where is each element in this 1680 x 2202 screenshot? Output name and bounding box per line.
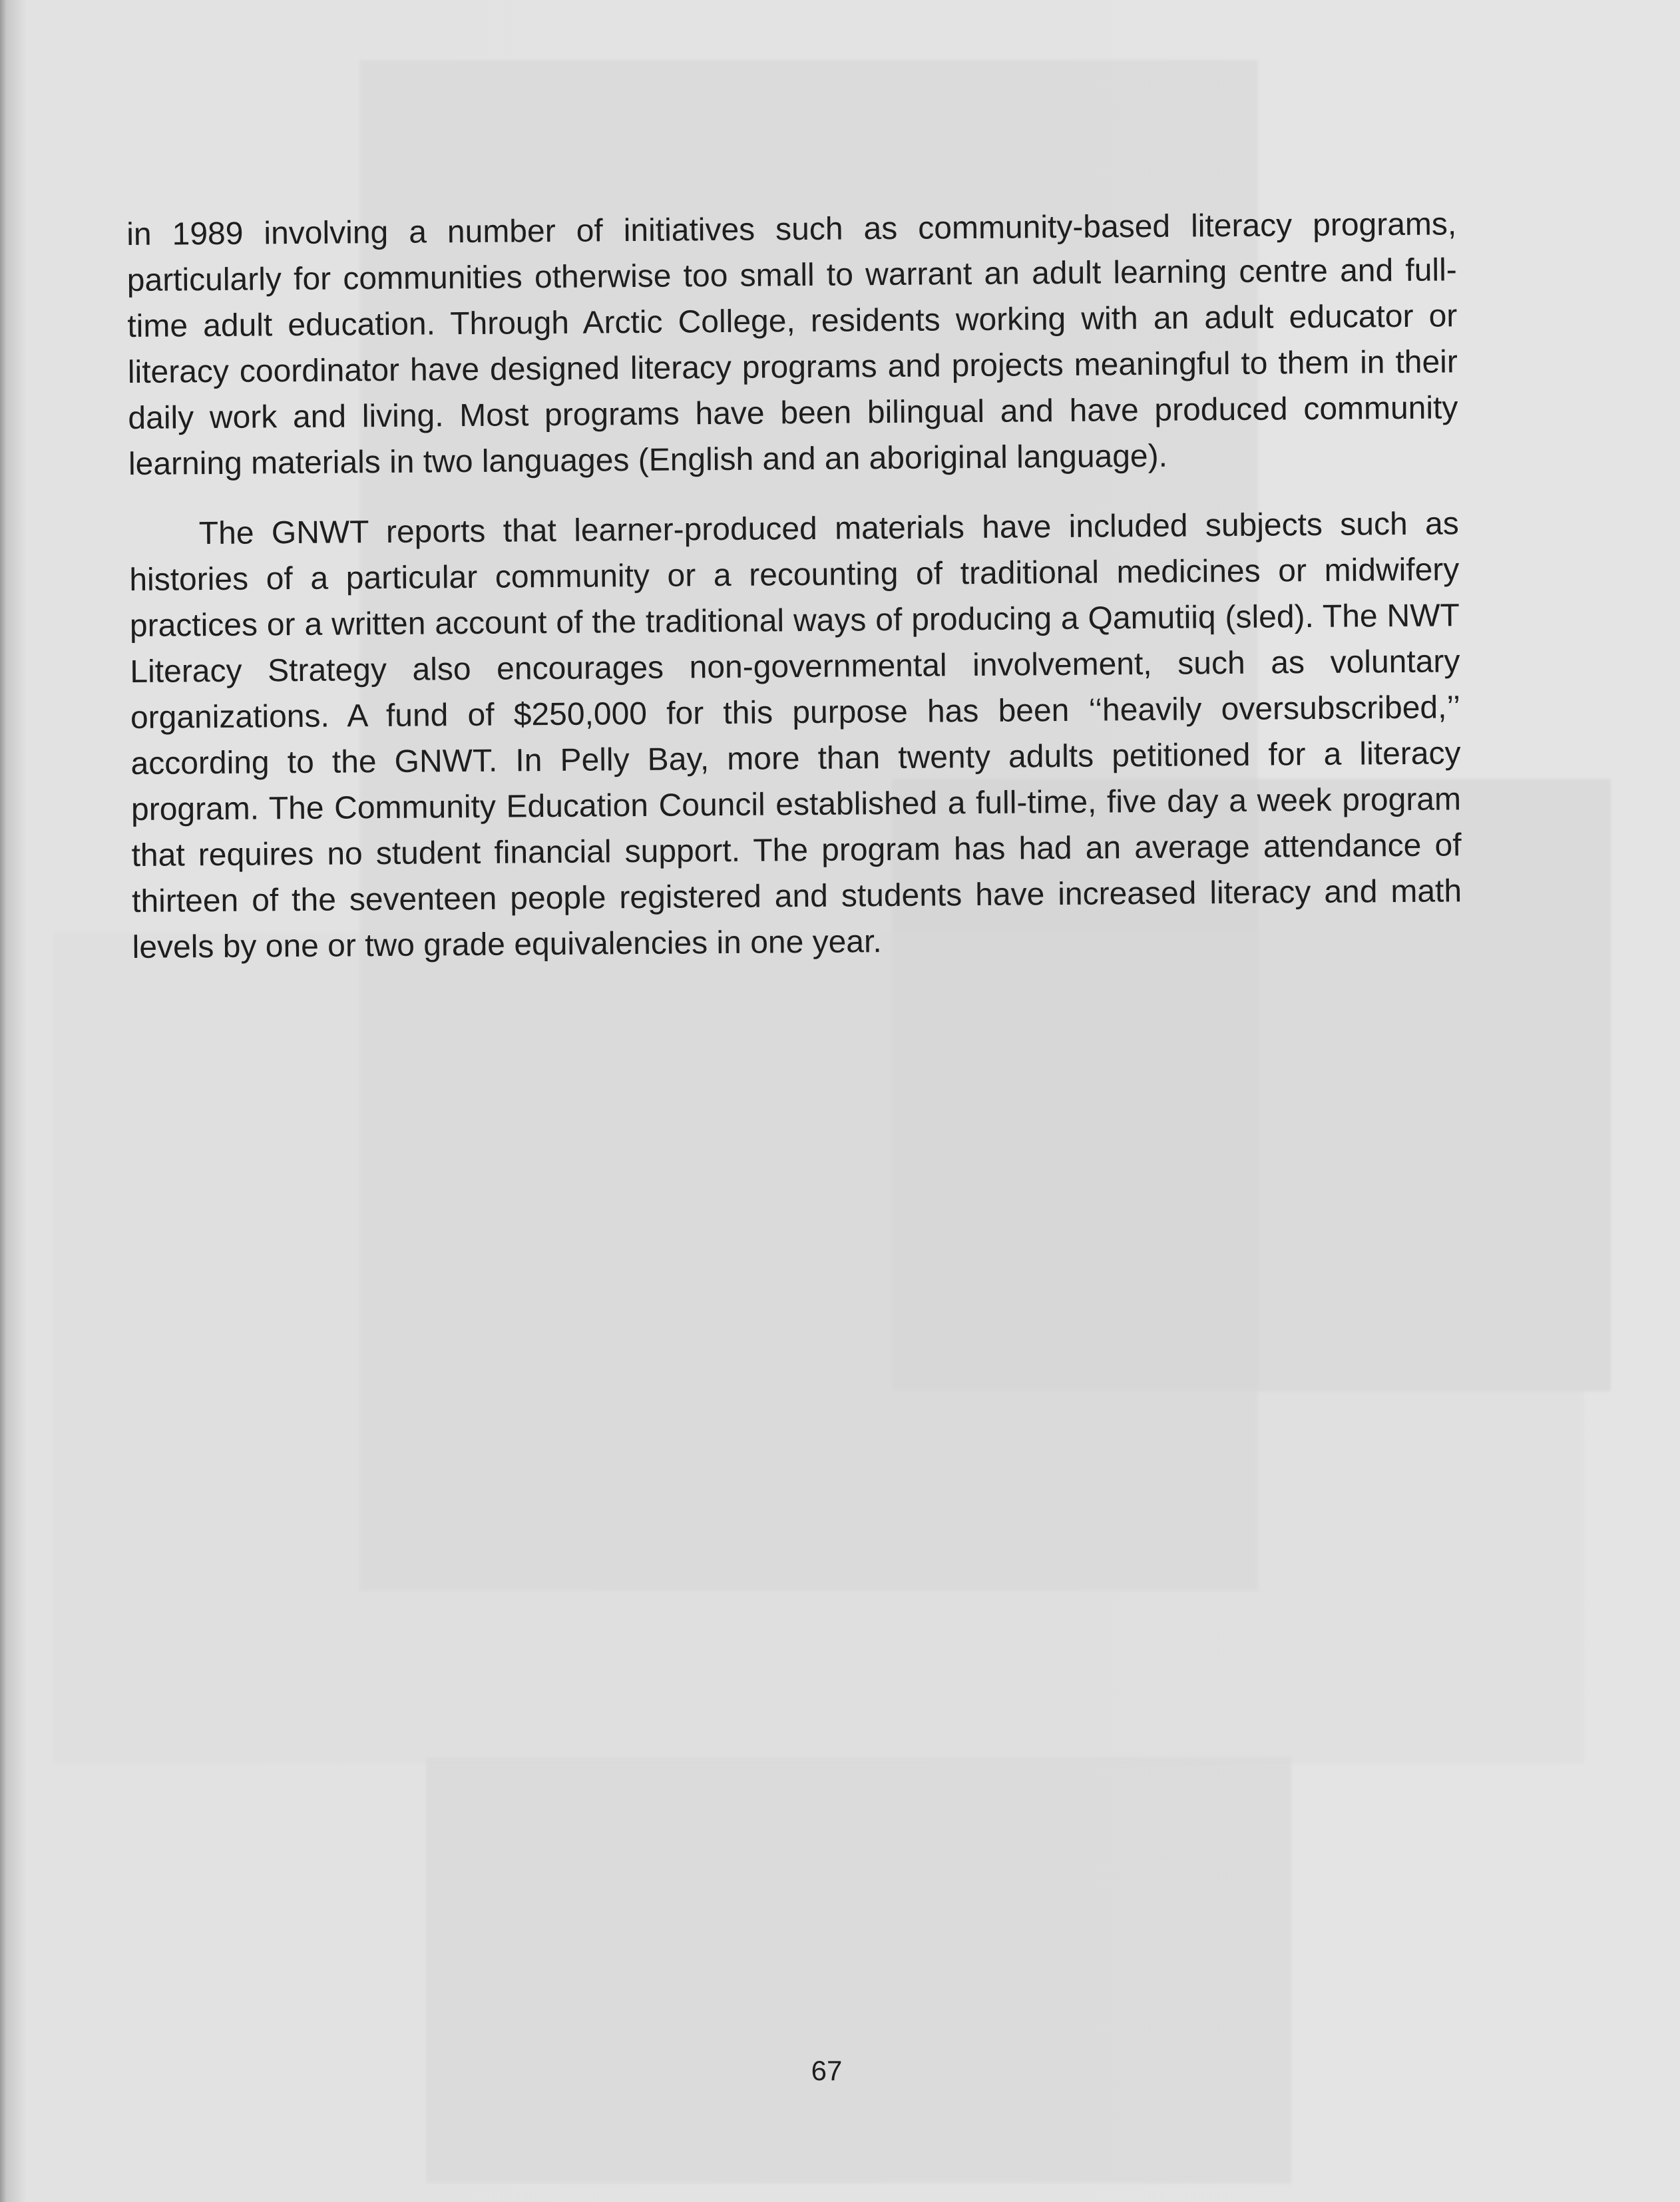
show-through-photo: [426, 1757, 1291, 2183]
show-through-text-region: [53, 932, 1584, 1764]
body-text: [126, 201, 1462, 971]
paragraph-2: The GNWT reports that learner-produced materials have included subjects such as histories of a particular community or a recounting of traditional medicines or midwifery practices or a written account of the traditional ways of producing a Qamutiiq (sled). The NWT Literacy Strategy also encourages non-governmental involvement, such as voluntary organizations. A fund of $250,000 for this purpose has been ‘‘heavily oversubscribed,’’ according to the GNWT. In Pelly Bay, more than twenty adults petitioned for a literacy program. The Community Education Council established a full-time, five day a week program that requires no student financial support. The program has had an average attendance of thirteen of the seventeen people registered and students have increased literacy and math levels by one or two grade equivalencies in one year.: [129, 506, 1462, 965]
paragraph-1: in 1989 involving a number of initiatives such as community-based literacy programs, particularly for communities otherwise too small to warrant an adult learning centre and full-time adult education. Through Arctic College, residents working with an adult educator or literacy coordinator have designed literacy programs and projects meaningful to them in their daily work and living. Most programs have been bilingual and have produced community learning materials in two languages (English and an aboriginal language).: [126, 206, 1458, 482]
page-number: 67: [811, 2055, 843, 2086]
